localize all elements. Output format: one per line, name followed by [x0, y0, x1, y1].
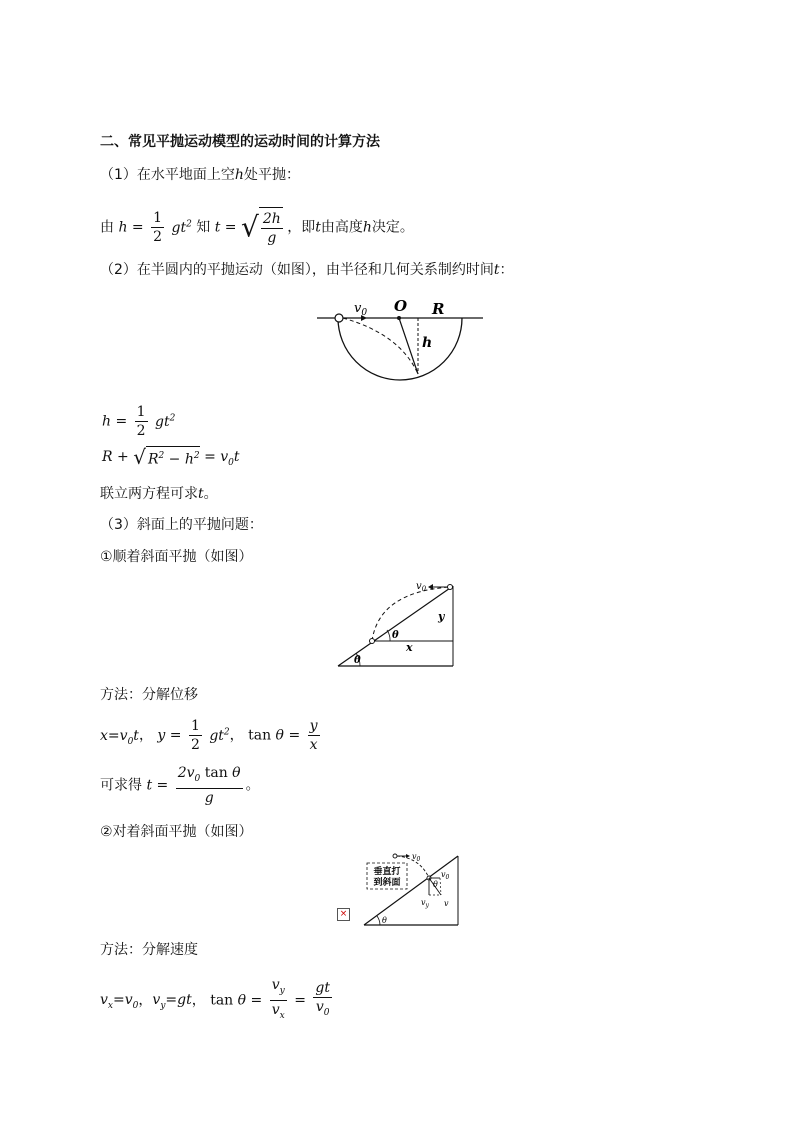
var-h: h: [234, 167, 244, 183]
equation-h-half-gt2: h = $\frac{1}{2}$ $gt^2$: [102, 404, 176, 440]
label-theta-2: θ: [354, 655, 361, 666]
equation-velocity: $v_x=v_0$，$v_y=gt$， tan θ = $\frac{v_y}{v_x}$ = $\frac{gt}{v_0}$: [100, 976, 335, 1020]
eq-suffix-a: ，即: [287, 219, 316, 236]
label-h: h: [422, 335, 433, 351]
case2-conclusion: [100, 484, 218, 504]
center-point: [397, 316, 401, 320]
eq-suffix-c: 决定。: [371, 219, 414, 236]
result-end: 。: [245, 777, 260, 794]
sqrt-R2-minus-h2: √ $R^2 - h^2$: [133, 445, 200, 469]
method-displacement: 方法：分解位移: [100, 687, 198, 703]
label-theta-4: θ: [382, 916, 387, 925]
case2-intro: [100, 260, 514, 280]
conclusion-text: 联立两方程可求: [100, 486, 198, 502]
launch-point-2: [393, 854, 397, 858]
formula-gt2: $gt^2$: [171, 219, 192, 236]
conclusion-end: 。: [203, 486, 218, 502]
label-y: y: [438, 610, 445, 623]
label-R: R: [432, 300, 445, 318]
sqrt-2h-over-g: √ $\frac{2h}{g}$: [241, 207, 283, 248]
label-vy: $v_y$: [421, 898, 429, 909]
eq-mid: 知: [196, 219, 211, 236]
fraction-one-half-2: $\frac{1}{2}$: [136, 404, 146, 440]
formula-h-eq: h =: [118, 219, 144, 236]
equation-time-result: 可求得 t = $\frac{2v_0 \tan \theta}{g}$ 。: [100, 765, 260, 806]
angle-arc-3: [377, 916, 380, 925]
var-h-2: h: [362, 219, 372, 236]
eq-prefix: 由: [100, 219, 114, 236]
label-theta-1: θ: [392, 630, 399, 641]
var-t: t: [315, 219, 321, 236]
label-x: x: [406, 641, 413, 654]
formula-t-eq: t =: [214, 219, 237, 236]
equation-radius-relation: R + √ $R^2 - h^2 = v_0t$: [102, 445, 240, 469]
case3-sub1-title: ①顺着斜面平抛（如图）: [100, 549, 253, 565]
incline-diagram-2: [362, 850, 462, 928]
note-line-1: 垂直打: [373, 867, 401, 877]
dashed-parallelogram-1: [440, 878, 441, 895]
method-velocity: 方法：分解速度: [100, 942, 198, 958]
landing-point: [370, 639, 375, 644]
var-t-conclusion: t: [198, 486, 204, 502]
fraction-one-half: $\frac{1}{2}$: [153, 210, 163, 246]
case1-intro-text: （1）在水平地面上空: [100, 167, 235, 183]
fraction-one-half-3: $\frac{1}{2}$: [190, 718, 200, 754]
var-t-case2: t: [493, 262, 500, 278]
label-theta-3: θ: [433, 880, 438, 889]
result-prefix: 可求得: [100, 777, 142, 794]
case3-sub2-title: ②对着斜面平抛（如图）: [100, 824, 253, 840]
case2-intro-end: ：: [499, 262, 514, 278]
label-v0-1: $v_0$: [416, 581, 427, 593]
note-line-2: 到斜面: [373, 878, 401, 888]
label-v0: $v_0$: [354, 301, 368, 318]
label-v: v: [444, 899, 449, 908]
ball: [335, 314, 343, 322]
trajectory: [343, 318, 418, 374]
eq-suffix-b: 由高度: [320, 219, 363, 236]
case3-intro: （3）斜面上的平抛问题：: [100, 517, 263, 533]
label-O: O: [394, 297, 408, 315]
case1-intro: [100, 165, 300, 185]
fraction-gt-over-v0: $\frac{gt}{v_0}$: [315, 979, 330, 1018]
equation-displacement: $x=v_0t$， y = $\frac{1}{2}$ $gt^2$， tan θ = $\frac{y}{x}$: [100, 718, 318, 754]
case2-intro-text: （2）在半圆内的平抛运动（如图），由半径和几何关系制约时间: [100, 262, 494, 278]
fraction-vy-over-vx: $\frac{v_y}{v_x}$: [271, 977, 285, 1021]
case1-equation: [100, 204, 414, 244]
case1-intro-suffix: 处平抛：: [243, 167, 300, 183]
fraction-time: $\frac{2v_0 \tan \theta}{g}$: [177, 765, 241, 806]
semicircle-diagram: [315, 294, 485, 386]
v0-arrowhead-2: [406, 854, 410, 858]
label-v0-3: $v_0$: [441, 870, 450, 881]
section-heading: 二、常见平抛运动模型的运动时间的计算方法: [100, 134, 380, 150]
radius-line: [399, 318, 418, 374]
incline-diagram-1: [334, 580, 458, 670]
broken-image-icon: ×: [337, 908, 350, 921]
launch-point: [448, 585, 453, 590]
fraction-y-over-x: $\frac{y}{x}$: [309, 718, 318, 754]
incline-line: [338, 586, 453, 666]
label-v0-2: $v_0$: [412, 852, 421, 863]
